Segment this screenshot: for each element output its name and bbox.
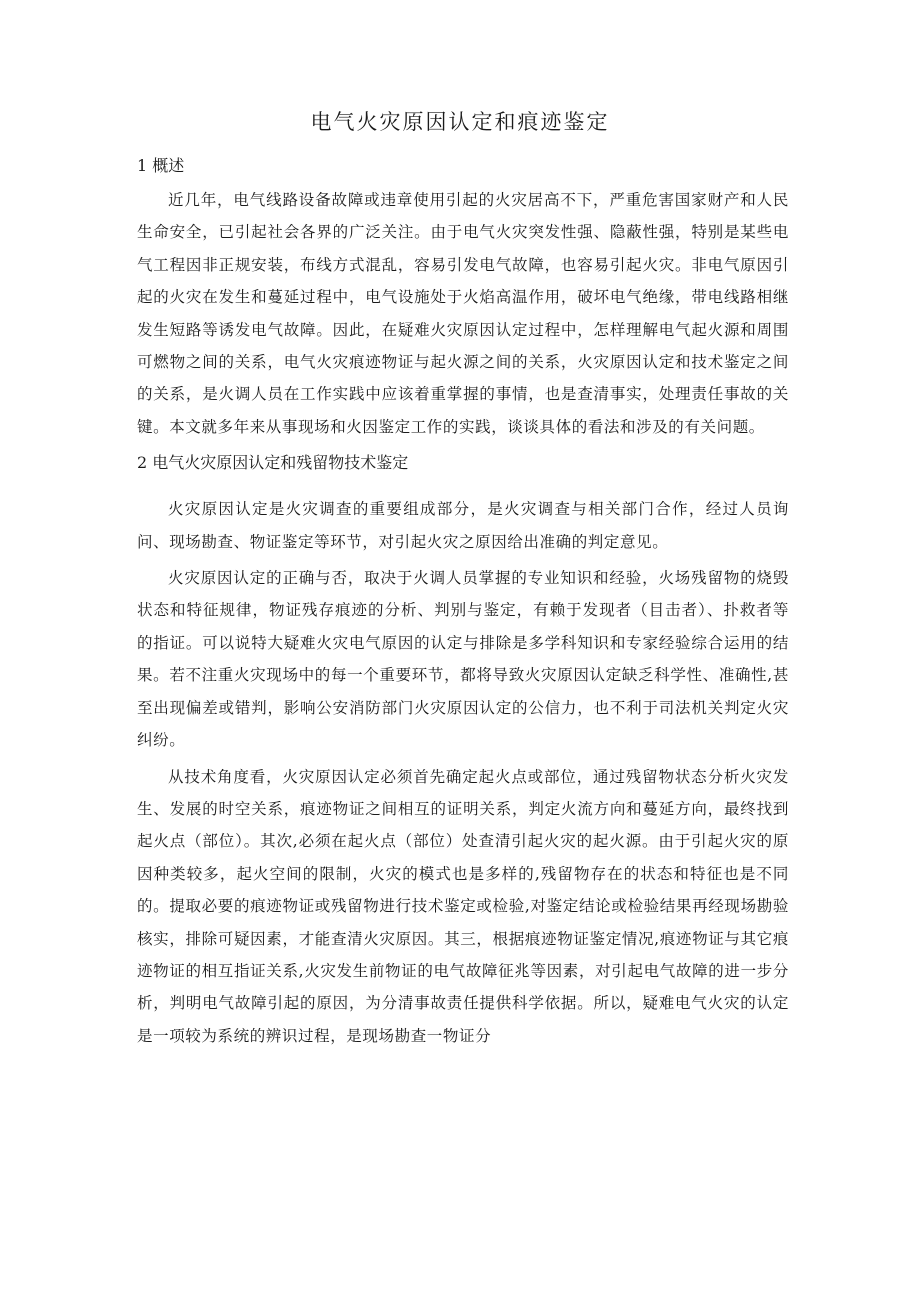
paragraph-technical-perspective: 从技术角度看，火灾原因认定必须首先确定起火点或部位，通过残留物状态分析火灾发生、发展的时空关系，痕迹物证之间相互的证明关系，判定火流方向和蔓延方向，最终找到起火点（部位）。其次,必须在起火点（部位）处查清引起火灾的起火源。由于引起火灾的原因种类较多，起火空间的限制，火灾的模式也是多样的,残留物存在的状态和特征也是不同的。提取必要的痕迹物证或残留物进行技术鉴定或检验,对鉴定结论或检验结果再经现场勘验核实，排除可疑因素，才能查清火灾原因。其三，根据痕迹物证鉴定情况,痕迹物证与其它痕迹物证的相互指证关系,火灾发生前物证的电气故障征兆等因素，对引起电气故障的进一步分析，判明电气故障引起的原因，为分清事故责任提供科学依据。所以，疑难电气火灾的认定是一项较为系统的辨识过程，是现场勘查一物证分 [137,767,789,1045]
section-heading-overview: 1 概述 [137,156,185,175]
document-body [137,150,789,1052]
paragraph-cause-accuracy: 火灾原因认定的正确与否，取决于火调人员掌握的专业知识和经验，火场残留物的烧毁状态和特征规律，物证残存痕迹的分析、判别与鉴定，有赖于发现者（目击者）、扑救者等的指证。可以说特大疑难火灾电气原因的认定与排除是多学科知识和专家经验综合运用的结果。若不注重火灾现场中的每一个重要环节，都将导致火灾原因认定缺乏科学性、准确性,甚至出现偏差或错判，影响公安消防部门火灾原因认定的公信力，也不利于司法机关判定火灾纠纷。 [137,569,789,750]
paragraph-overview: 近几年，电气线路设备故障或违章使用引起的火灾居高不下，严重危害国家财产和人民生命安全，已引起社会各界的广泛关注。由于电气火灾突发性强、隐蔽性强，特别是某些电气工程因非正规安装，布线方式混乱，容易引发电气故障，也容易引起火灾。非电气原因引起的火灾在发生和蔓延过程中，电气设施处于火焰高温作用，破坏电气绝缘，带电线路相继发生短路等诱发电气故障。因此，在疑难火灾原因认定过程中，怎样理解电气起火源和周围可燃物之间的关系，电气火灾痕迹物证与起火源之间的关系，火灾原因认定和技术鉴定之间的关系，是火调人员在工作实践中应该着重掌握的事情，也是查清事实，处理责任事故的关键。本文就多年来从事现场和火因鉴定工作的实践，谈谈具体的看法和涉及的有关问题。 [137,191,789,436]
section-heading-cause-identification: 2 电气火灾原因认定和残留物技术鉴定 [137,453,409,473]
document-title: 电气火灾原因认定和痕迹鉴定 [310,110,610,134]
paragraph-cause-definition: 火灾原因认定是火灾调查的重要组成部分，是火灾调查与相关部门合作，经过人员询问、现场勘查、物证鉴定等环节，对引起火灾之原因给出准确的判定意见。 [137,500,789,551]
